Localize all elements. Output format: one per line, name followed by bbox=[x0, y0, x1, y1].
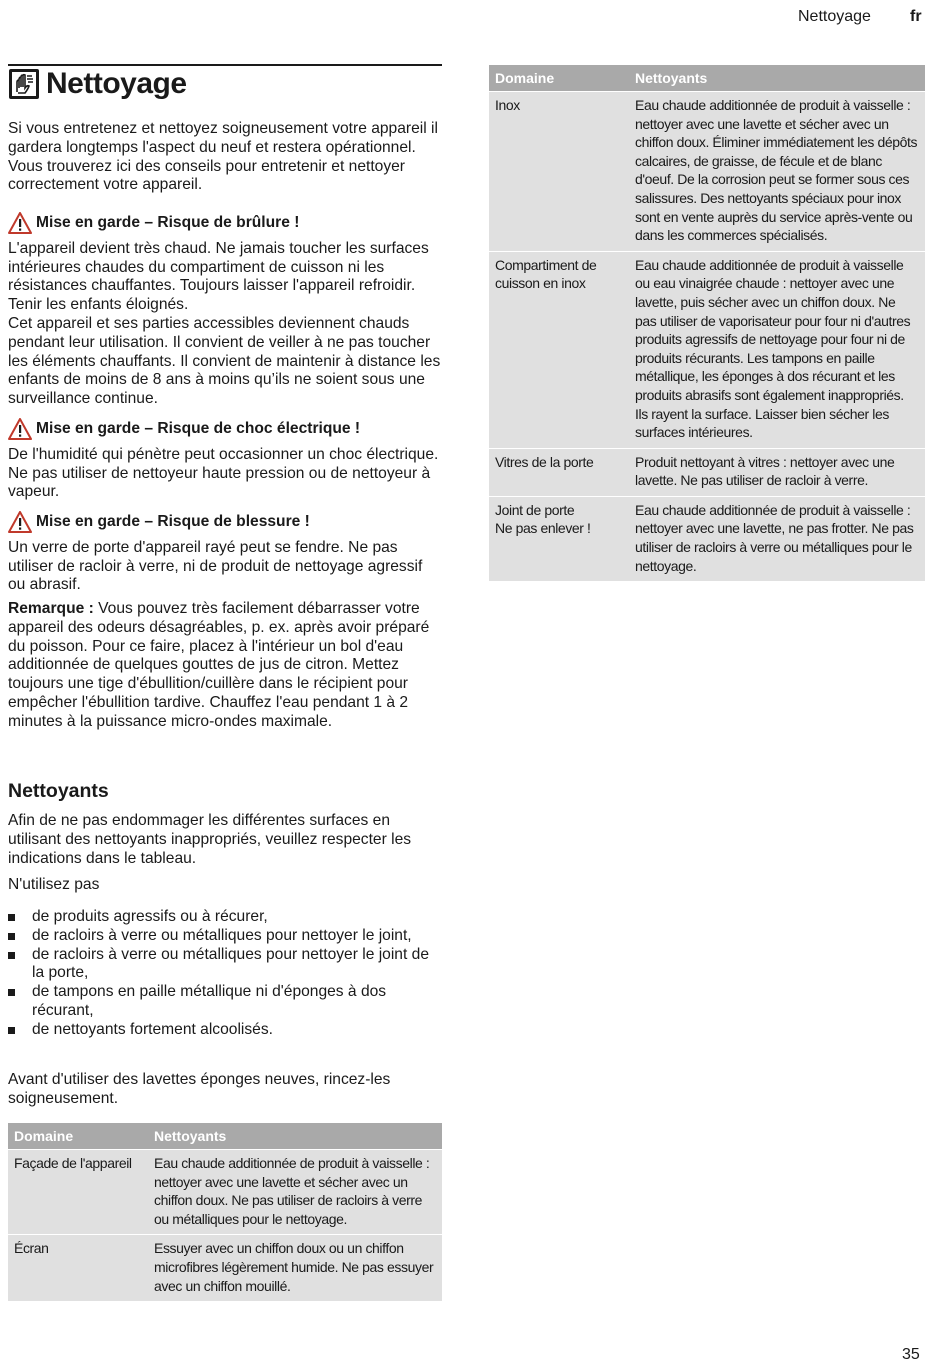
table-header-row bbox=[489, 65, 925, 92]
cleaning-table-right bbox=[489, 65, 925, 581]
cell-nettoyant: Produit nettoyant à vitres : nettoyer avec une lavette. Ne pas utiliser de racloir à verre. bbox=[629, 448, 925, 496]
table-row bbox=[489, 448, 925, 496]
remark-text: Vous pouvez très facilement débarrasser votre appareil des odeurs désagréables, p. ex. après avoir préparé du poisson. Pour ce faire, placez à l'intérieur un bol d'eau additionnée de quelques gouttes de jus de citron. Mettez toujours une tige d'ébullition/cuillère dans le récipient pour empêcher l'ébullition tardive. Chauffez l'eau pendant 1 à 2 minutes à la puissance micro-ondes maximale. bbox=[8, 600, 430, 730]
table-row bbox=[8, 1235, 442, 1301]
warning-burn-title: Mise en garde – Risque de brûlure ! bbox=[36, 213, 300, 231]
list-item: de racloirs à verre ou métalliques pour nettoyer le joint, bbox=[8, 927, 442, 946]
column-header-nettoyants: Nettoyants bbox=[148, 1123, 442, 1150]
cell-nettoyant: Eau chaude additionnée de produit à vaisselle : nettoyer avec une lavette, ne pas frotter. Ne pas utiliser de racloirs à verre ou métalliques pour le nettoyage. bbox=[629, 496, 925, 581]
table-row bbox=[489, 92, 925, 252]
column-header-domaine: Domaine bbox=[8, 1123, 148, 1150]
warning-injury-text: Un verre de porte d'appareil rayé peut se fendre. Ne pas utiliser de racloir à verre, ni de produit de nettoyage agressif ou abrasif. bbox=[8, 538, 423, 594]
page-title-row bbox=[8, 64, 187, 104]
list-item: de nettoyants fortement alcoolisés. bbox=[8, 1021, 442, 1040]
running-header-language: fr bbox=[910, 8, 922, 25]
cell-nettoyant: Eau chaude additionnée de produit à vaisselle : nettoyer avec une lavette et sécher avec un chiffon doux. Éliminer immédiatement les dépôts calcaires, de graisse, de fécule et de blanc d'oeuf. De la corrosion peut se former sous ces salissures. Des nettoyants spéciaux pour inox sont en vente auprès du service après-vente ou dans les commerces spécialisés. bbox=[629, 92, 925, 252]
table-header-row bbox=[8, 1123, 442, 1150]
cleaning-table-left bbox=[8, 1123, 442, 1301]
table-row bbox=[8, 1150, 442, 1235]
section-heading-nettoyants: Nettoyants bbox=[8, 780, 109, 802]
intro-paragraph: Si vous entretenez et nettoyez soigneusement votre appareil il gardera longtemps l'aspect du neuf et restera opérationnel. Vous trouverez ici des conseils pour entretenir et nettoyer correctement votre appareil. bbox=[8, 120, 438, 194]
nettoyants-intro: Afin de ne pas endommager les différentes surfaces en utilisant des nettoyants inappropriés, veuillez respecter les indications dans le tableau. bbox=[8, 812, 412, 867]
warning-triangle-icon bbox=[8, 212, 32, 234]
cell-domaine: Joint de porte Ne pas enlever ! bbox=[489, 496, 629, 581]
warning-electric bbox=[8, 418, 442, 502]
page-title: Nettoyage bbox=[46, 67, 187, 100]
column-header-nettoyants: Nettoyants bbox=[629, 65, 925, 92]
warning-electric-text: De l'humidité qui pénètre peut occasionner un choc électrique. Ne pas utiliser de nettoyeur haute pression ou de nettoyeur à vapeur. bbox=[8, 445, 439, 501]
column-header-domaine: Domaine bbox=[489, 65, 629, 92]
cell-domaine: Vitres de la porte bbox=[489, 448, 629, 496]
cell-domaine: Façade de l'appareil bbox=[8, 1150, 148, 1235]
cleaning-hand-icon bbox=[8, 68, 40, 100]
warning-injury-title: Mise en garde – Risque de blessure ! bbox=[36, 512, 310, 530]
warning-triangle-icon bbox=[8, 418, 32, 440]
warning-triangle-icon bbox=[8, 511, 32, 533]
list-item: de tampons en paille métallique ni d'éponges à dos récurant, bbox=[8, 983, 442, 1021]
table-row bbox=[489, 251, 925, 448]
cell-domaine: Compartiment de cuisson en inox bbox=[489, 251, 629, 448]
not-use-list bbox=[8, 908, 442, 1040]
not-use-label: N'utilisez pas bbox=[8, 876, 100, 893]
page-number: 35 bbox=[902, 1346, 920, 1363]
table-row bbox=[489, 496, 925, 581]
warning-burn-text: L'appareil devient très chaud. Ne jamais toucher les surfaces intérieures chaudes du compartiment de cuisson ni les résistances chauffantes. Toujours laisser l'appareil refroidir. Tenir les enfants éloignés. bbox=[8, 239, 429, 314]
rinse-paragraph: Avant d'utiliser des lavettes éponges neuves, rincez-les soigneusement. bbox=[8, 1071, 391, 1107]
remark-label: Remarque : bbox=[8, 600, 94, 617]
list-item: de racloirs à verre ou métalliques pour nettoyer le joint de la porte, bbox=[8, 946, 442, 984]
running-header-section: Nettoyage bbox=[798, 8, 871, 25]
cell-domaine: Écran bbox=[8, 1235, 148, 1301]
cell-nettoyant: Eau chaude additionnée de produit à vaisselle ou eau vinaigrée chaude : nettoyer avec une lavette, puis sécher avec un chiffon doux. Ne pas utiliser de vaporisateur pour four ni d'autres produits agressifs de nettoyage pour four ni de produits récurants. Les tampons en paille métallique, les éponges à dos récurant et les produits abrasifs sont également inappropriés. Ils rayent la surface. Laisser bien sécher les surfaces intérieures. bbox=[629, 251, 925, 448]
warning-burn bbox=[8, 212, 442, 409]
cell-domaine: Inox bbox=[489, 92, 629, 252]
cell-nettoyant: Eau chaude additionnée de produit à vaisselle : nettoyer avec une lavette et sécher avec un chiffon doux. Ne pas utiliser de racloirs à verre ou métalliques pour le nettoyage. bbox=[148, 1150, 442, 1235]
remark-paragraph bbox=[8, 600, 442, 732]
cell-nettoyant: Essuyer avec un chiffon doux ou un chiffon microfibres légèrement humide. Ne pas essuyer avec un chiffon mouillé. bbox=[148, 1235, 442, 1301]
warning-injury bbox=[8, 511, 442, 595]
list-item: de produits agressifs ou à récurer, bbox=[8, 908, 442, 927]
warning-electric-title: Mise en garde – Risque de choc électrique ! bbox=[36, 419, 361, 437]
warning-burn-text-2: Cet appareil et ses parties accessibles deviennent chauds pendant leur utilisation. Il convient de veiller à ne pas toucher les éléments chauffants. Il convient de maintenir à distance les enfants de moins de 8 ans à moins qu’ils ne soient sous une surveillance continue. bbox=[8, 314, 441, 408]
